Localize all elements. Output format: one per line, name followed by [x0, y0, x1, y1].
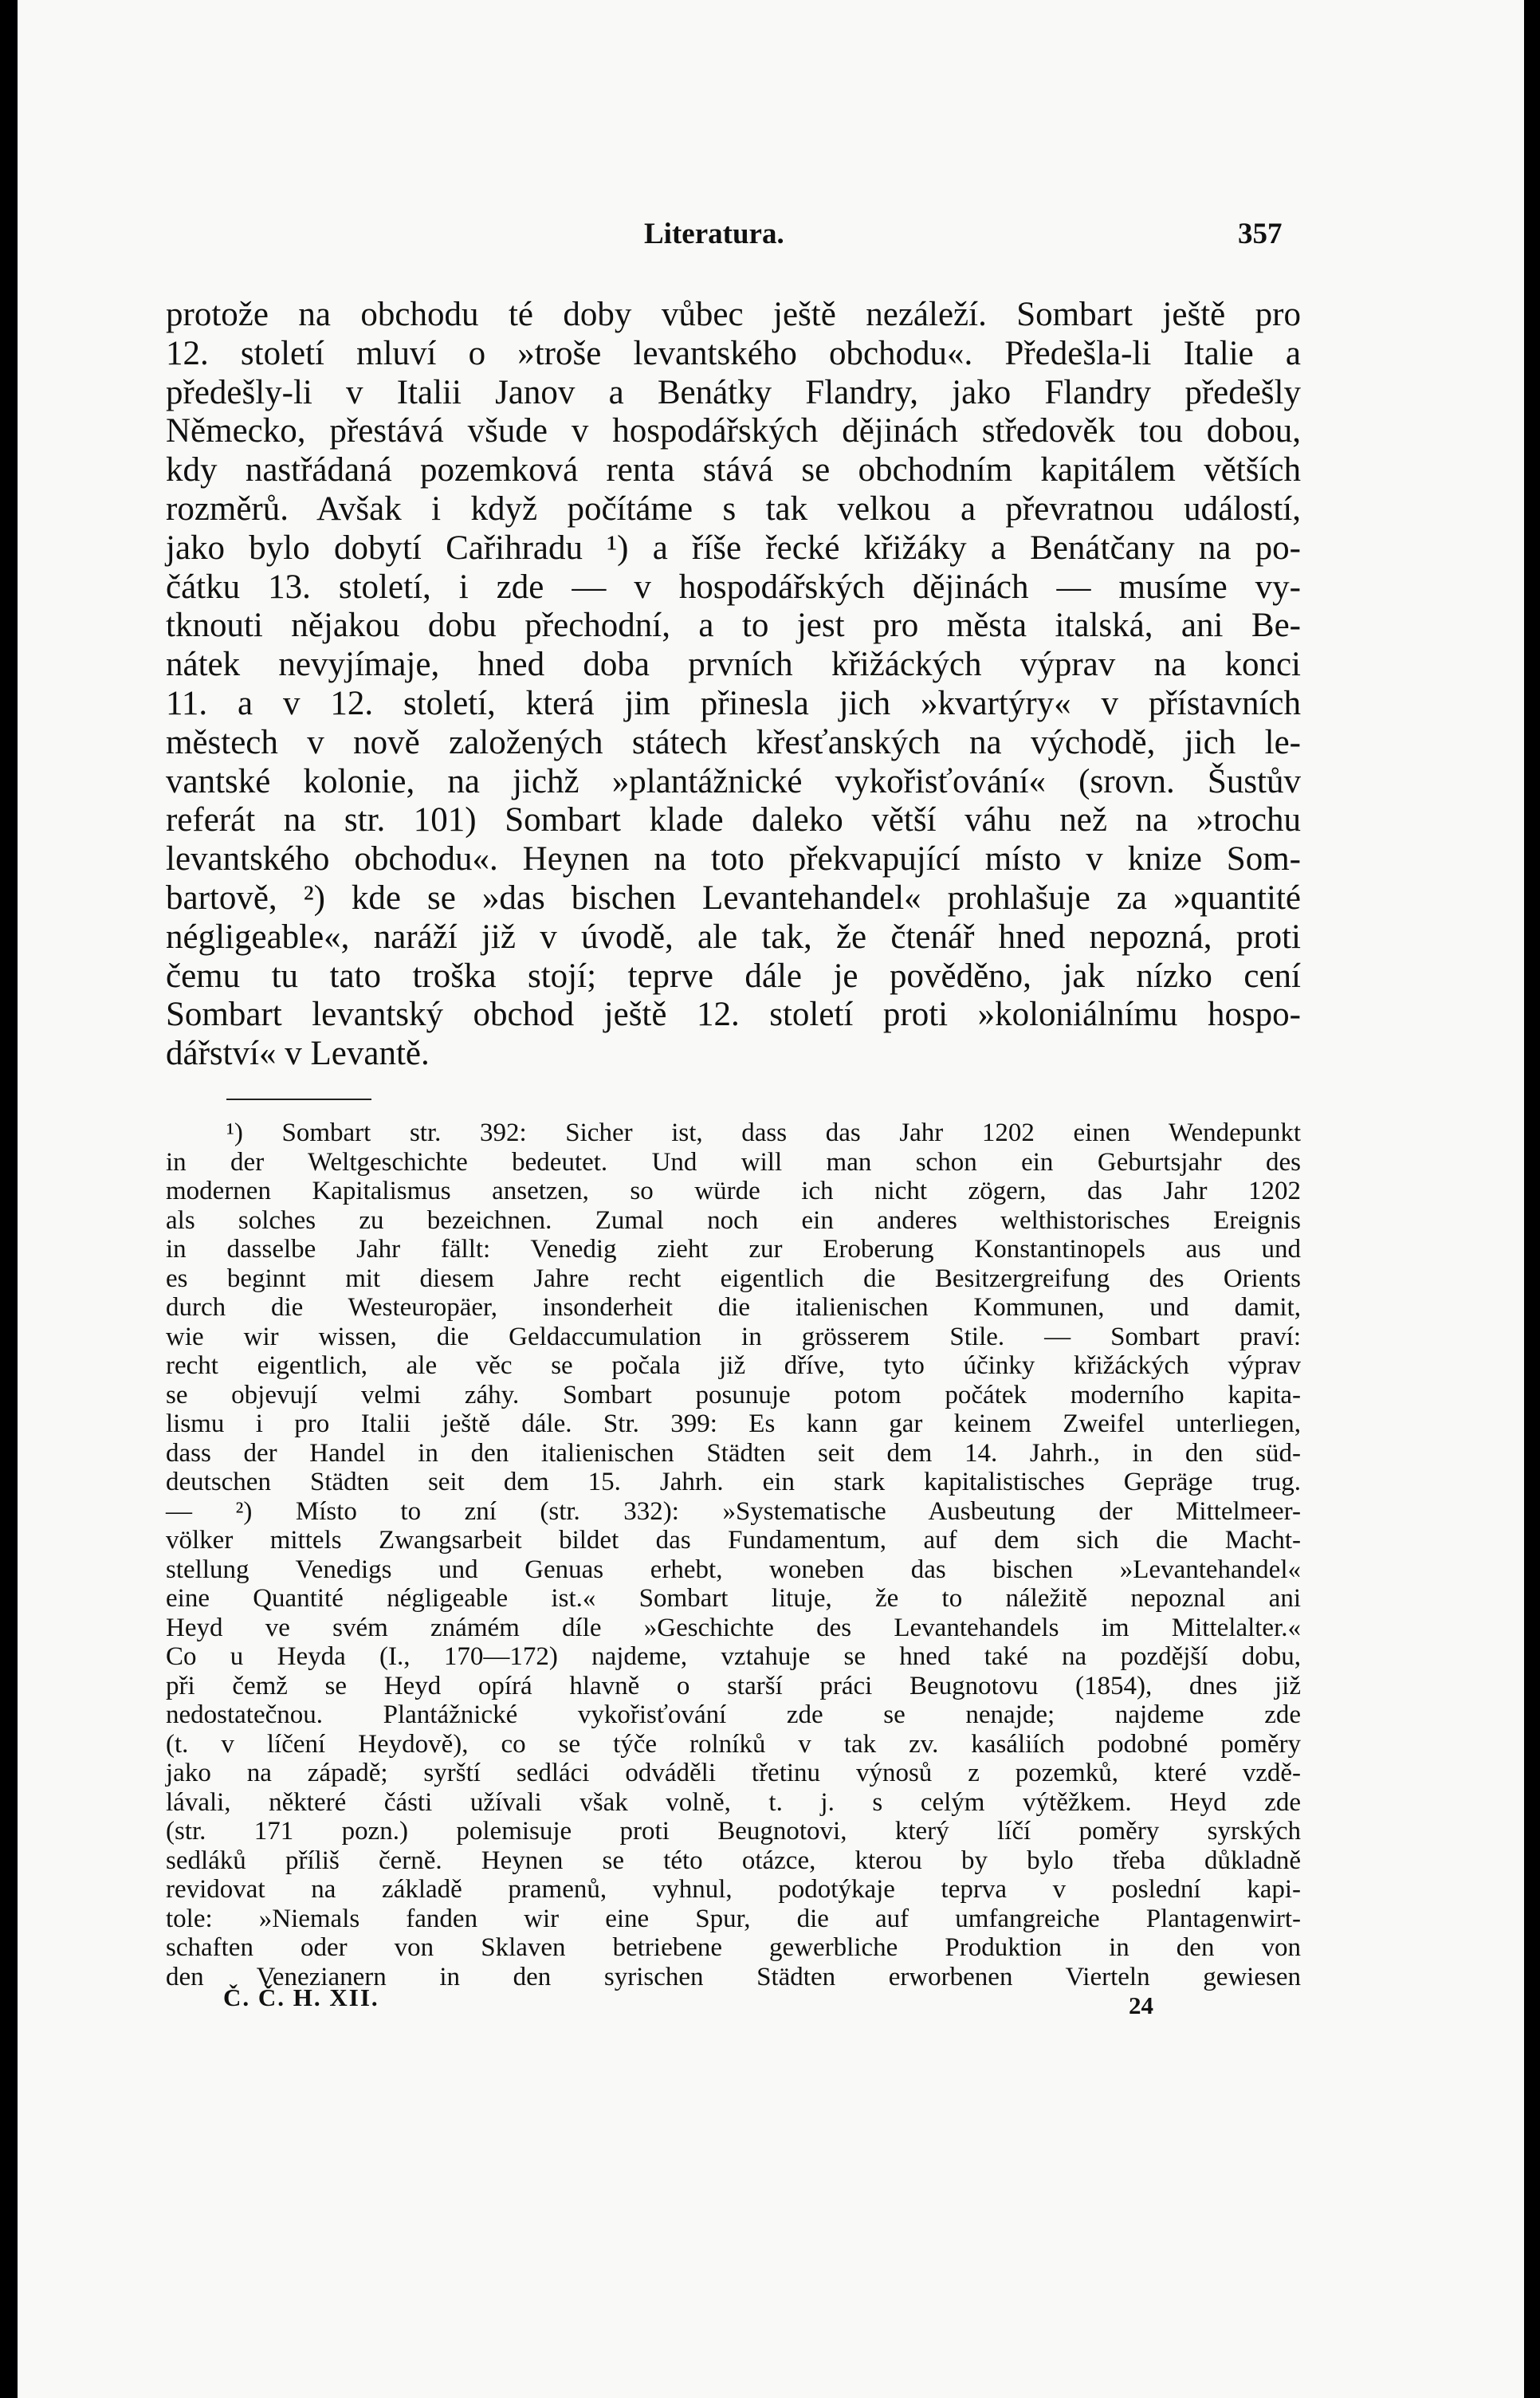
footnote-divider [226, 1099, 371, 1100]
footnote-line: in der Weltgeschichte bedeutet. Und will man schon ein Geburtsjahr des [166, 1147, 1301, 1177]
footnote-line: (str. 171 pozn.) polemisuje proti Beugnotovi, který líčí poměry syrských [166, 1817, 1301, 1846]
footnote-line: recht eigentlich, ale věc se počala již dříve, tyto účinky křižáckých výprav [166, 1351, 1301, 1380]
footnote-line: při čemž se Heyd opírá hlavně o starší práci Beugnotovu (1854), dnes již [166, 1671, 1301, 1700]
page-footer [18, 1983, 1524, 2023]
footnote-line: eine Quantité négligeable ist.« Sombart lituje, že to náležitě nepoznal ani [166, 1584, 1301, 1613]
text-line: Německo, přestává všude v hospodářských dějinách středověk tou dobou, [166, 412, 1301, 450]
footnote-line: es beginnt mit diesem Jahre recht eigentlich die Besitzergreifung des Orients [166, 1264, 1301, 1293]
footnote-line: se objevují velmi záhy. Sombart posunuje potom počátek moderního kapita- [166, 1380, 1301, 1409]
footnote-line: lismu i pro Italii ještě dále. Str. 399: Es kann gar keinem Zweifel unterliegen, [166, 1409, 1301, 1438]
text-line: protože na obchodu té doby vůbec ještě nezáleží. Sombart ještě pro [166, 296, 1301, 333]
footnote-line: in dasselbe Jahr fällt: Venedig zieht zur Eroberung Konstantinopels aus und [166, 1235, 1301, 1264]
footnote-line: den Venezianern in den syrischen Städten erworbenen Vierteln gewiesen [166, 1962, 1301, 1991]
text-line: dářství« v Levantě. [166, 1035, 430, 1073]
text-line: levantského obchodu«. Heynen na toto překvapující místo v knize Som- [166, 840, 1301, 879]
printer-signature: Č. Č. H. XII. [223, 1983, 379, 2011]
footnote-line: schaften oder von Sklaven betriebene gewerbliche Produktion in den von [166, 1933, 1301, 1962]
footnote-line: wie wir wissen, die Geldaccumulation in grösserem Stile. — Sombart praví: [166, 1322, 1301, 1351]
footnotes [166, 1118, 1301, 1991]
text-line: 12. století mluví o »troše levantského obchodu«. Předešla-li Italie a [166, 334, 1301, 372]
footnote-line: sedláků příliš černě. Heynen se této otázce, kterou by bylo třeba důkladně [166, 1846, 1301, 1875]
footnote-line: ¹) Sombart str. 392: Sicher ist, dass das Jahr 1202 einen Wendepunkt [226, 1118, 1301, 1147]
page-number: 357 [1238, 218, 1283, 250]
footnote-line: nedostatečnou. Plantážnické vykořisťování zde se nenajde; najdeme zde [166, 1700, 1301, 1729]
footnote-line: Co u Heyda (I., 170—172) najdeme, vztahuje se hned také na pozdější dobu, [166, 1642, 1301, 1671]
footnote-line: revidovat na základě pramenů, vyhnul, podotýkaje teprva v poslední kapi- [166, 1875, 1301, 1904]
sheet-number: 24 [1129, 1991, 1153, 2019]
text-line: rozměrů. Avšak i když počítáme s tak velkou a převratnou událostí, [166, 489, 1301, 528]
footnote-line: jako na západě; syrští sedláci odváděli třetinu výnosů z pozemků, které vzdě- [166, 1759, 1301, 1787]
footnote-line: — ²) Místo to zní (str. 332): »Systematische Ausbeutung der Mittelmeer- [166, 1496, 1301, 1526]
text-line: předešly-li v Italii Janov a Benátky Flandry, jako Flandry předešly [166, 373, 1301, 411]
text-line: tknouti nějakou dobu přechodní, a to jest pro města italská, ani Be- [166, 607, 1301, 645]
running-title: Literatura. [644, 218, 784, 250]
text-line: bartově, ²) kde se »das bischen Levantehandel« prohlašuje za »quantité [166, 879, 1301, 917]
text-line: vantské kolonie, na jichž »plantážnické vykořisťování« (srovn. Šustův [166, 762, 1301, 800]
text-line: referát na str. 101) Sombart klade daleko větší váhu než na »trochu [166, 801, 1301, 839]
text-line: négligeable«, naráží již v úvodě, ale tak, že čtenář hned nepozná, proti [166, 918, 1301, 956]
footnote-line: als solches zu bezeichnen. Zumal noch ein anderes welthistorisches Ereignis [166, 1205, 1301, 1235]
footnote-line: durch die Westeuropäer, insonderheit die italienischen Kommunen, und damit, [166, 1293, 1301, 1322]
footnote-line: lávali, některé části užívali však volně, t. j. s celým výtěžkem. Heyd zde [166, 1787, 1301, 1817]
footnote-line: völker mittels Zwangsarbeit bildet das Fundamentum, auf dem sich die Macht- [166, 1526, 1301, 1555]
text-line: kdy nastřádaná pozemková renta stává se obchodním kapitálem větších [166, 451, 1301, 489]
text-line: čátku 13. století, i zde — v hospodářských dějinách — musíme vy- [166, 568, 1301, 606]
footnote-line: stellung Venedigs und Genuas erhebt, woneben das bischen »Levantehandel« [166, 1555, 1301, 1584]
text-line: nátek nevyjímaje, hned doba prvních křižáckých výprav na konci [166, 646, 1301, 684]
footnote-line: modernen Kapitalismus ansetzen, so würde ich nicht zögern, das Jahr 1202 [166, 1177, 1301, 1205]
footnote-line: tole: »Niemals fanden wir eine Spur, die auf umfangreiche Plantagenwirt- [166, 1904, 1301, 1933]
book-page [18, 0, 1524, 2398]
text-line: jako bylo dobytí Cařihradu ¹) a říše řecké křižáky a Benátčany na po- [166, 529, 1301, 567]
text-line: 11. a v 12. století, která jim přinesla jich »kvartýry« v přístavních [166, 684, 1301, 722]
text-line: Sombart levantský obchod ještě 12. století proti »koloniálnímu hospo- [166, 996, 1301, 1034]
text-line: čemu tu tato troška stojí; teprve dále je pověděno, jak nízko cení [166, 957, 1301, 995]
footnote-line: deutschen Städten seit dem 15. Jahrh. ein stark kapitalistisches Gepräge trug. [166, 1468, 1301, 1496]
text-line: městech v nově založených státech křesťanských na východě, jich le- [166, 723, 1301, 761]
footnote-line: dass der Handel in den italienischen Städten seit dem 14. Jahrh., in den süd- [166, 1438, 1301, 1468]
main-text [166, 296, 1301, 1074]
page-header [18, 217, 1524, 257]
footnote-line: Heyd ve svém známém díle »Geschichte des Levantehandels im Mittelalter.« [166, 1613, 1301, 1642]
footnote-line: (t. v líčení Heydově), co se týče rolníků v tak zv. kasáliích podobné poměry [166, 1729, 1301, 1759]
